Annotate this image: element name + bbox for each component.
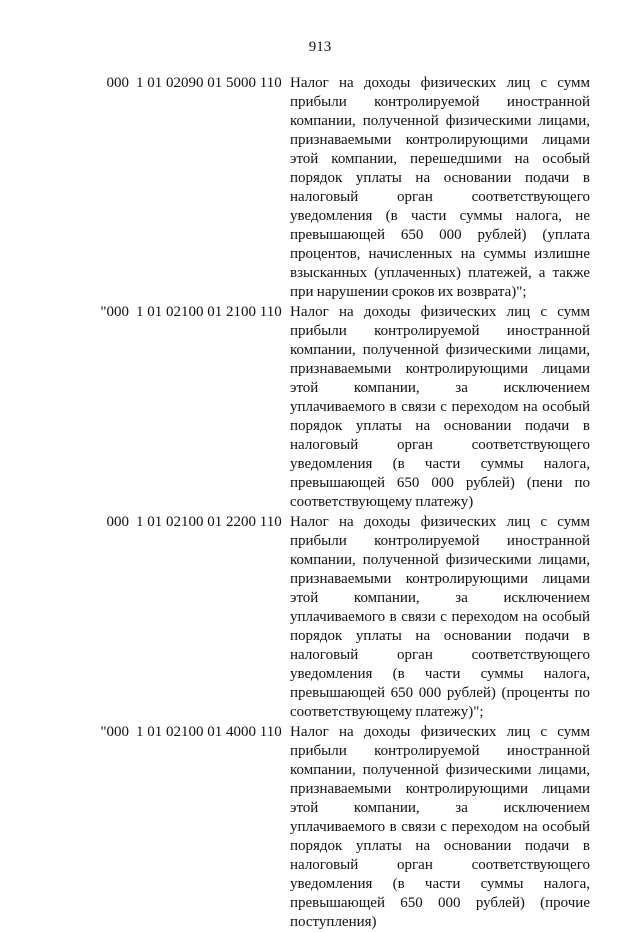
- kbk-entries: [0, 74, 640, 932]
- description-line: порядок уплаты на основании подачи в: [290, 838, 590, 854]
- description-line: уведомления (в части суммы налога, не: [290, 208, 590, 224]
- description-line: налоговый орган соответствующего: [290, 189, 590, 205]
- budget-classification-code: 1 01 02090 01 5000 110: [136, 75, 282, 91]
- description-line: признаваемыми контролирующими лицами: [290, 132, 590, 148]
- description-line: этой компании, перешедшими на особый: [290, 151, 590, 167]
- administrator-code: "000: [100, 304, 129, 320]
- description-line: компании, полученной физическими лицами,: [290, 762, 590, 778]
- description-line: превышающей 650 000 рублей) (уплата: [290, 227, 590, 243]
- description-line: соответствующему платежу): [290, 494, 474, 510]
- description-line: при нарушении сроков их возврата)";: [290, 284, 527, 300]
- description-line: взысканных (уплаченных) платежей, а также: [290, 265, 590, 281]
- description-line: превышающей 650 000 рублей) (проценты по: [290, 685, 590, 701]
- description-line: соответствующему платежу)";: [290, 704, 484, 720]
- description-line: процентов, начисленных на суммы излишне: [290, 246, 590, 262]
- description-line: прибыли контролируемой иностранной: [290, 323, 590, 339]
- description-line: прибыли контролируемой иностранной: [290, 533, 590, 549]
- description-line: порядок уплаты на основании подачи в: [290, 628, 590, 644]
- description-line: этой компании, за исключением: [290, 590, 590, 606]
- description-line: Налог на доходы физических лиц с сумм: [290, 724, 590, 740]
- administrator-code: "000: [100, 724, 129, 740]
- description-line: Налог на доходы физических лиц с сумм: [290, 514, 590, 530]
- description-line: уплачиваемого в связи с переходом на особый: [290, 609, 590, 625]
- entry-description: [290, 723, 590, 932]
- description-line: налоговый орган соответствующего: [290, 857, 590, 873]
- administrator-code: 000: [106, 75, 129, 91]
- description-line: Налог на доходы физических лиц с сумм: [290, 75, 590, 91]
- description-line: превышающей 650 000 рублей) (прочие: [290, 895, 590, 911]
- description-line: превышающей 650 000 рублей) (пени по: [290, 475, 590, 491]
- description-line: уплачиваемого в связи с переходом на особый: [290, 399, 590, 415]
- description-line: прибыли контролируемой иностранной: [290, 94, 590, 110]
- description-line: Налог на доходы физических лиц с сумм: [290, 304, 590, 320]
- description-line: признаваемыми контролирующими лицами: [290, 781, 590, 797]
- description-line: поступления): [290, 914, 377, 930]
- description-line: этой компании, за исключением: [290, 800, 590, 816]
- budget-classification-code: 1 01 02100 01 4000 110: [136, 724, 282, 740]
- budget-classification-code: 1 01 02100 01 2100 110: [136, 304, 282, 320]
- description-line: налоговый орган соответствующего: [290, 647, 590, 663]
- entry-description: [290, 513, 590, 722]
- description-line: уведомления (в части суммы налога,: [290, 666, 590, 682]
- description-line: компании, полученной физическими лицами,: [290, 113, 590, 129]
- description-line: компании, полученной физическими лицами,: [290, 552, 590, 568]
- description-line: порядок уплаты на основании подачи в: [290, 418, 590, 434]
- description-line: этой компании, за исключением: [290, 380, 590, 396]
- kbk-entry: [0, 303, 640, 512]
- kbk-entry: [0, 74, 640, 302]
- entry-description: [290, 74, 590, 302]
- budget-classification-code: 1 01 02100 01 2200 110: [136, 514, 282, 530]
- kbk-entry: [0, 513, 640, 722]
- description-line: порядок уплаты на основании подачи в: [290, 170, 590, 186]
- description-line: признаваемыми контролирующими лицами: [290, 361, 590, 377]
- entry-description: [290, 303, 590, 512]
- administrator-code: 000: [106, 514, 129, 530]
- description-line: прибыли контролируемой иностранной: [290, 743, 590, 759]
- description-line: уведомления (в части суммы налога,: [290, 876, 590, 892]
- description-line: налоговый орган соответствующего: [290, 437, 590, 453]
- description-line: уведомления (в части суммы налога,: [290, 456, 590, 472]
- description-line: уплачиваемого в связи с переходом на особый: [290, 819, 590, 835]
- kbk-entry: [0, 723, 640, 932]
- description-line: компании, полученной физическими лицами,: [290, 342, 590, 358]
- page-number: 913: [308, 39, 332, 55]
- description-line: признаваемыми контролирующими лицами: [290, 571, 590, 587]
